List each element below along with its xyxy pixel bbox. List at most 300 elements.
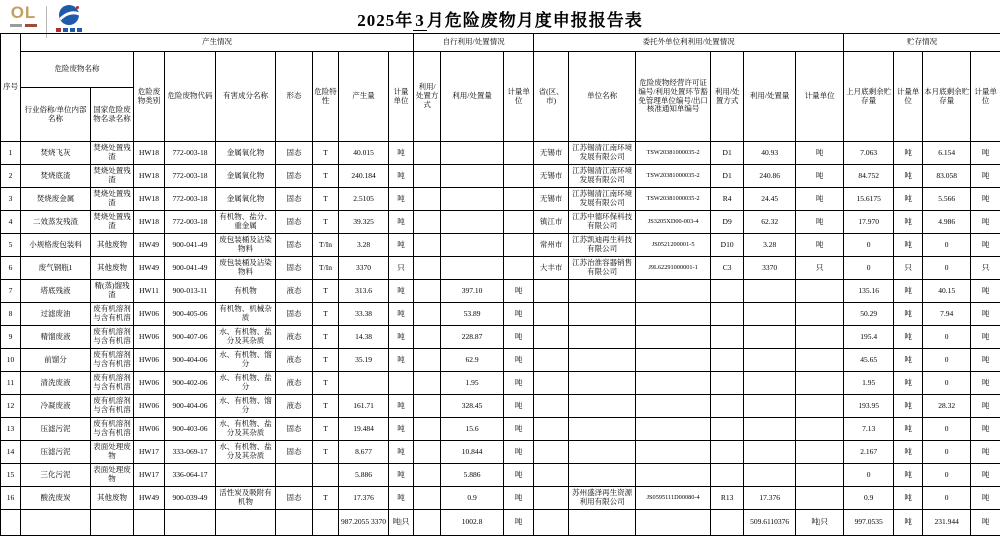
table-row-cell	[276, 464, 313, 487]
table-row-cell	[711, 326, 744, 349]
table-row-cell: 50.29	[844, 303, 894, 326]
table-row-cell: 336-064-17	[165, 464, 216, 487]
table-row-cell: 吨	[894, 372, 923, 395]
header-cell-self-unit: 计量单位	[504, 52, 534, 142]
table-row-cell: 江苏锡清江南环境发展有限公司	[569, 165, 636, 188]
table-row-cell	[414, 234, 441, 257]
table-row-cell: 废有机溶剂与含有机溶	[91, 372, 134, 395]
table-row-cell: 14.38	[339, 326, 389, 349]
table-row-cell: 900-405-06	[165, 303, 216, 326]
table-row-cell: HW06	[134, 326, 165, 349]
table-row-cell: 吨	[389, 280, 414, 303]
table-row-cell: T	[313, 418, 339, 441]
table-row-cell: D1	[711, 165, 744, 188]
table-row-cell	[796, 487, 844, 510]
table-row-cell	[796, 372, 844, 395]
table-row-cell: 前馏分	[21, 349, 91, 372]
table-row-cell	[504, 257, 534, 280]
table-row-cell: T	[313, 487, 339, 510]
table-row-cell	[569, 441, 636, 464]
table-row-cell: 39.325	[339, 211, 389, 234]
table-row-cell: 吨	[389, 395, 414, 418]
title-month: 3	[415, 11, 425, 30]
table-row-cell: 吨	[389, 418, 414, 441]
table-row-cell: 吨	[796, 165, 844, 188]
table-row-cell: 吨	[971, 464, 1000, 487]
header-cell-seq: 序号	[1, 34, 21, 142]
table-row-cell: 焚烧废金属	[21, 188, 91, 211]
header-cell-ent-amount: 利用/处置量	[744, 52, 796, 142]
table-row-cell: 6	[1, 257, 21, 280]
header-cell-hazard: 危险特性	[313, 52, 339, 142]
table-row-cell: T	[313, 326, 339, 349]
table-row-cell: 焚烧底渣	[21, 165, 91, 188]
table-row-cell: 吨	[971, 303, 1000, 326]
table-row-cell: 水、有机物、盐分	[216, 372, 276, 395]
table-row-cell	[504, 165, 534, 188]
table-row-cell: 28.32	[923, 395, 971, 418]
header-cell-company: 单位名称	[569, 52, 636, 142]
table-row-cell: 废气钢瓶1	[21, 257, 91, 280]
table-row-cell: HW18	[134, 165, 165, 188]
table-row-cell	[636, 441, 711, 464]
table-row-cell: 过滤废油	[21, 303, 91, 326]
table-row-cell: D10	[711, 234, 744, 257]
table-row-cell: 84.752	[844, 165, 894, 188]
table-row-cell: 其他废物	[91, 234, 134, 257]
table-row-cell: 吨	[894, 418, 923, 441]
table-row-cell: 900-402-06	[165, 372, 216, 395]
table-row-cell: 161.71	[339, 395, 389, 418]
table-row-cell: T	[313, 349, 339, 372]
table-row-cell	[414, 280, 441, 303]
table-row-cell: 0	[923, 326, 971, 349]
table-row-cell: 只	[894, 257, 923, 280]
page-title	[0, 3, 1000, 31]
table-row-cell: 40.015	[339, 142, 389, 165]
table-row-cell: 吨	[389, 211, 414, 234]
table-row	[1, 464, 1000, 487]
table-row-cell	[534, 395, 569, 418]
table-row-cell: 水、有机物、馏分	[216, 395, 276, 418]
table-row-cell: 吨	[504, 395, 534, 418]
table-row-cell: 吨	[971, 142, 1000, 165]
table-row-cell: 900-013-11	[165, 280, 216, 303]
table-row-cell: 吨	[971, 211, 1000, 234]
table-row-cell: 24.45	[744, 188, 796, 211]
table-row-cell	[744, 303, 796, 326]
table-row-cell: 5	[1, 234, 21, 257]
table-row-cell: 江苏凯迪再生科技有限公司	[569, 234, 636, 257]
header-cell-this-unit: 计量单位	[971, 52, 1000, 142]
footer-row-cell	[636, 510, 711, 536]
table-row-cell	[636, 303, 711, 326]
table-row-cell: 固态	[276, 211, 313, 234]
table-row-cell: 吨	[971, 326, 1000, 349]
table-row-cell	[414, 188, 441, 211]
table-row-cell: 有机物	[216, 280, 276, 303]
table-row-cell: 固态	[276, 234, 313, 257]
table-row-cell	[744, 326, 796, 349]
header-cell-license: 危险废物经营许可证编号/利用处置环节豁免管理单位编号/出口核准通知单编号	[636, 52, 711, 142]
table-row-cell: 江苏锡清江南环境发展有限公司	[569, 142, 636, 165]
table-row-cell: 吨	[389, 326, 414, 349]
table-row-cell: 吨	[971, 280, 1000, 303]
header-row-sections	[1, 34, 1000, 52]
footer-row-cell: 吨|只	[389, 510, 414, 536]
table-row-cell: 水、有机物、盐分及其杂质	[216, 441, 276, 464]
table-row-cell: 3	[1, 188, 21, 211]
table-row-cell	[313, 464, 339, 487]
table-row-cell: 13	[1, 418, 21, 441]
table-row-cell: 772-003-18	[165, 165, 216, 188]
report-table	[0, 33, 1000, 536]
table-row-cell: 废有机溶剂与含有机溶	[91, 395, 134, 418]
table-row-cell: 5.886	[339, 464, 389, 487]
table-row-cell	[569, 372, 636, 395]
table-row-cell: 吨	[389, 142, 414, 165]
header-cell-last-unit: 计量单位	[894, 52, 923, 142]
table-row-cell	[796, 280, 844, 303]
table-row-cell: 45.65	[844, 349, 894, 372]
table-row-cell: 4	[1, 211, 21, 234]
table-row-cell: 35.19	[339, 349, 389, 372]
table-row-cell	[441, 165, 504, 188]
table-row-cell: 液态	[276, 372, 313, 395]
table-row-cell: 0	[844, 257, 894, 280]
table-row-cell: J9L62291000001-1	[636, 257, 711, 280]
footer-row-cell	[91, 510, 134, 536]
header-cell-code: 危险废物代码	[165, 52, 216, 142]
table-row-cell: 吨	[389, 234, 414, 257]
table-row-cell: 40.93	[744, 142, 796, 165]
table-row-cell: 0	[844, 234, 894, 257]
table-row-cell: 精馏废液	[21, 326, 91, 349]
table-row-cell	[441, 142, 504, 165]
table-row-cell: 62.9	[441, 349, 504, 372]
table-row-cell: 0	[923, 349, 971, 372]
table-row-cell: HW06	[134, 349, 165, 372]
table-row-cell: 吨	[389, 487, 414, 510]
table-row-cell: 2	[1, 165, 21, 188]
table-row-cell: HW06	[134, 395, 165, 418]
footer-row-cell	[313, 510, 339, 536]
table-row-cell: HW17	[134, 464, 165, 487]
table-row	[1, 441, 1000, 464]
table-row-cell: 0	[923, 234, 971, 257]
table-row-cell: 无锡市	[534, 188, 569, 211]
table-row	[1, 188, 1000, 211]
header-section-storage: 贮存情况	[844, 34, 1000, 52]
header-cell-industry-name: 行业俗称/单位内部名称	[21, 88, 91, 142]
table-row-cell: 吨	[894, 464, 923, 487]
header-section-self: 自行利用/处置情况	[414, 34, 534, 52]
header-cell-unit: 计量单位	[389, 52, 414, 142]
table-row-cell	[744, 349, 796, 372]
table-row-cell: 397.10	[441, 280, 504, 303]
table-row-cell	[414, 165, 441, 188]
table-row-cell: 压滤污泥	[21, 441, 91, 464]
table-row-cell: 废有机溶剂与含有机溶	[91, 326, 134, 349]
table-row-cell: 900-041-49	[165, 257, 216, 280]
table-row-cell: 吨	[389, 165, 414, 188]
table-row-cell: 吨	[894, 165, 923, 188]
table-row-cell: 液态	[276, 395, 313, 418]
table-row-cell: 5.566	[923, 188, 971, 211]
table-row-cell: HW18	[134, 211, 165, 234]
table-row-cell: D1	[711, 142, 744, 165]
table-row-cell: 废有机溶剂与含有机溶	[91, 349, 134, 372]
footer-row-cell	[414, 510, 441, 536]
table-row-cell: 焚烧飞灰	[21, 142, 91, 165]
table-row-cell: 压滤污泥	[21, 418, 91, 441]
table-row-cell: R4	[711, 188, 744, 211]
table-row-cell: 固态	[276, 165, 313, 188]
header-cell-self-amount: 利用/处置量	[441, 52, 504, 142]
table-row-cell: 16	[1, 487, 21, 510]
footer-row-cell	[21, 510, 91, 536]
table-row-cell	[711, 418, 744, 441]
table-row-cell: 江苏锡清江南环境发展有限公司	[569, 188, 636, 211]
header-row-columns	[1, 52, 1000, 88]
table-row-cell	[414, 395, 441, 418]
table-row-cell: 195.4	[844, 326, 894, 349]
header-cell-last-month: 上月底剩余贮存量	[844, 52, 894, 142]
table-row-cell: 苏州盛泽再生资源利用有限公司	[569, 487, 636, 510]
table-row-cell: 313.6	[339, 280, 389, 303]
table-row-cell: 有机物、盐分、重金属	[216, 211, 276, 234]
table-row-cell	[339, 372, 389, 395]
header-section-produce: 产生情况	[21, 34, 414, 52]
table-row-cell: 吨	[796, 234, 844, 257]
footer-row-cell	[165, 510, 216, 536]
table-row-cell: 0	[923, 487, 971, 510]
table-row-cell: 活性炭及吸附有机物	[216, 487, 276, 510]
footer-row-cell	[276, 510, 313, 536]
table-row-cell	[636, 326, 711, 349]
table-row-cell: 吨	[971, 418, 1000, 441]
table-row-cell	[711, 395, 744, 418]
table-row	[1, 234, 1000, 257]
footer-row-cell	[134, 510, 165, 536]
table-row-cell: 8	[1, 303, 21, 326]
table-row-cell: 33.38	[339, 303, 389, 326]
table-row-cell: 只	[389, 257, 414, 280]
table-row-cell: 金属氧化物	[216, 142, 276, 165]
table-row-cell: 2.5105	[339, 188, 389, 211]
table-row-cell	[441, 211, 504, 234]
table-row-cell: 固态	[276, 257, 313, 280]
footer-row-cell	[216, 510, 276, 536]
table-row-cell: 8.677	[339, 441, 389, 464]
header-section-entrust: 委托外单位利利用/处置情况	[534, 34, 844, 52]
table-row-cell	[534, 349, 569, 372]
table-row-cell: TSW20381000035-2	[636, 188, 711, 211]
table-row-cell: 吨	[504, 487, 534, 510]
table-row-cell	[711, 372, 744, 395]
table-row-cell: 吨	[971, 441, 1000, 464]
table-row-cell	[534, 418, 569, 441]
table-row	[1, 395, 1000, 418]
table-row-cell: 83.058	[923, 165, 971, 188]
table-row-cell: 常州市	[534, 234, 569, 257]
table-row-cell: 焚烧处置残渣	[91, 165, 134, 188]
table-row-cell	[796, 418, 844, 441]
table-row-cell: T	[313, 372, 339, 395]
table-row-cell: 水、有机物、盐分及其杂质	[216, 418, 276, 441]
header-cell-national-name: 国家危险废物名录名称	[91, 88, 134, 142]
table-row-cell: T/In	[313, 257, 339, 280]
table-row-cell: 15	[1, 464, 21, 487]
table-row-cell: 40.15	[923, 280, 971, 303]
table-row-cell	[796, 303, 844, 326]
table-row-cell: 吨	[894, 395, 923, 418]
table-row-cell: TSW20381000035-2	[636, 165, 711, 188]
table-row-cell: 6.154	[923, 142, 971, 165]
table-row-cell: 15.6175	[844, 188, 894, 211]
table-row-cell: 9	[1, 326, 21, 349]
table-row	[1, 349, 1000, 372]
table-row-cell: 900-407-06	[165, 326, 216, 349]
table-row-cell: T	[313, 303, 339, 326]
table-row-cell	[504, 142, 534, 165]
table-row-cell: 10	[1, 349, 21, 372]
table-row-cell: 228.87	[441, 326, 504, 349]
table-row-cell: T	[313, 441, 339, 464]
table-row-cell	[744, 441, 796, 464]
header-cell-province: 省(区、市)	[534, 52, 569, 142]
footer-row	[1, 510, 1000, 536]
table-row-cell: 焚烧处置残渣	[91, 211, 134, 234]
table-row-cell: 吨	[796, 211, 844, 234]
table-row	[1, 326, 1000, 349]
table-row-cell: 吨	[504, 441, 534, 464]
table-row-cell: 240.86	[744, 165, 796, 188]
title-prefix: 2025年	[357, 11, 414, 30]
table-row-cell: HW49	[134, 487, 165, 510]
table-row-cell: HW18	[134, 188, 165, 211]
table-row-cell	[504, 234, 534, 257]
table-row-cell: 10.844	[441, 441, 504, 464]
table-row-cell: T	[313, 211, 339, 234]
table-row-cell	[744, 395, 796, 418]
header-cell-form: 形态	[276, 52, 313, 142]
table-row-cell: 吨	[504, 418, 534, 441]
table-row-cell: 吨	[894, 326, 923, 349]
footer-row-cell: 231.944	[923, 510, 971, 536]
table-row-cell	[744, 372, 796, 395]
table-row-cell: 1.95	[844, 372, 894, 395]
table-row-cell: 江苏中德环保科技有限公司	[569, 211, 636, 234]
table-row-cell: 吨	[971, 165, 1000, 188]
table-row-cell: 吨	[894, 234, 923, 257]
table-row-cell: 吨	[389, 464, 414, 487]
table-row-cell: T	[313, 395, 339, 418]
table-row-cell: 吨	[971, 234, 1000, 257]
table-row-cell: 772-003-18	[165, 211, 216, 234]
table-row-cell: 3370	[744, 257, 796, 280]
table-row-cell	[796, 349, 844, 372]
table-row-cell	[796, 464, 844, 487]
table-row-cell: 有机物、机械杂质	[216, 303, 276, 326]
table-row-cell: 吨	[894, 349, 923, 372]
table-row	[1, 165, 1000, 188]
table-row-cell	[504, 211, 534, 234]
table-row-cell	[216, 464, 276, 487]
table-row-cell: T	[313, 165, 339, 188]
table-row-cell	[534, 464, 569, 487]
table-row-cell	[389, 372, 414, 395]
table-row-cell: 328.45	[441, 395, 504, 418]
header-cell-ent-method: 利用/处置方式	[711, 52, 744, 142]
table-row-cell	[796, 395, 844, 418]
table-row-cell: 4.986	[923, 211, 971, 234]
table-row-cell: 其他废物	[91, 257, 134, 280]
table-row-cell	[414, 349, 441, 372]
table-row-cell	[569, 349, 636, 372]
table-row-cell: 吨	[894, 487, 923, 510]
table-row-cell: 冷凝废液	[21, 395, 91, 418]
table-row-cell: 吨	[971, 372, 1000, 395]
table-row-cell: 11	[1, 372, 21, 395]
footer-row-cell: 吨|只	[796, 510, 844, 536]
table-row-cell: HW06	[134, 303, 165, 326]
table-row-cell: 吨	[894, 142, 923, 165]
table-row-cell	[569, 303, 636, 326]
footer-row-cell	[1, 510, 21, 536]
table-row-cell: 900-403-06	[165, 418, 216, 441]
table-row-cell	[414, 326, 441, 349]
table-row-cell: 水、有机物、盐分及其杂质	[216, 326, 276, 349]
table-row-cell: 7.063	[844, 142, 894, 165]
table-row-cell: 焚烧处置残渣	[91, 188, 134, 211]
table-row-cell: JS3205XD00-003-4	[636, 211, 711, 234]
table-row-cell: 吨	[504, 464, 534, 487]
table-row-cell: 固态	[276, 418, 313, 441]
table-row-cell: 0	[923, 418, 971, 441]
table-row-cell: 镇江市	[534, 211, 569, 234]
table-row-cell: T	[313, 142, 339, 165]
table-row-cell: 900-404-06	[165, 395, 216, 418]
table-row-cell	[711, 303, 744, 326]
table-row-cell: 吨	[389, 441, 414, 464]
table-row-cell: HW06	[134, 372, 165, 395]
table-row-cell: 酸洗废炭	[21, 487, 91, 510]
table-row-cell: 吨	[504, 349, 534, 372]
footer-row-cell: 吨	[971, 510, 1000, 536]
header-cell-ent-unit: 计量单位	[796, 52, 844, 142]
table-row-cell: 吨	[389, 349, 414, 372]
table-row-cell: 3.28	[744, 234, 796, 257]
table-row-cell: 19.484	[339, 418, 389, 441]
table-row-cell: 金属氧化物	[216, 165, 276, 188]
table-row-cell	[414, 257, 441, 280]
table-row-cell	[744, 418, 796, 441]
table-row-cell: JS0521200001-5	[636, 234, 711, 257]
table-row-cell	[534, 441, 569, 464]
table-row-cell: 吨	[504, 326, 534, 349]
table-row-cell	[441, 257, 504, 280]
table-row-cell: 废包装桶及沾染物料	[216, 257, 276, 280]
table-row-cell	[796, 441, 844, 464]
header-cell-component: 有害成分名称	[216, 52, 276, 142]
table-row-cell: 清洗废液	[21, 372, 91, 395]
table-row-cell: 液态	[276, 349, 313, 372]
table-row	[1, 280, 1000, 303]
table-row-cell: 17.376	[744, 487, 796, 510]
table-row-cell: T	[313, 188, 339, 211]
table-row-cell: 7	[1, 280, 21, 303]
